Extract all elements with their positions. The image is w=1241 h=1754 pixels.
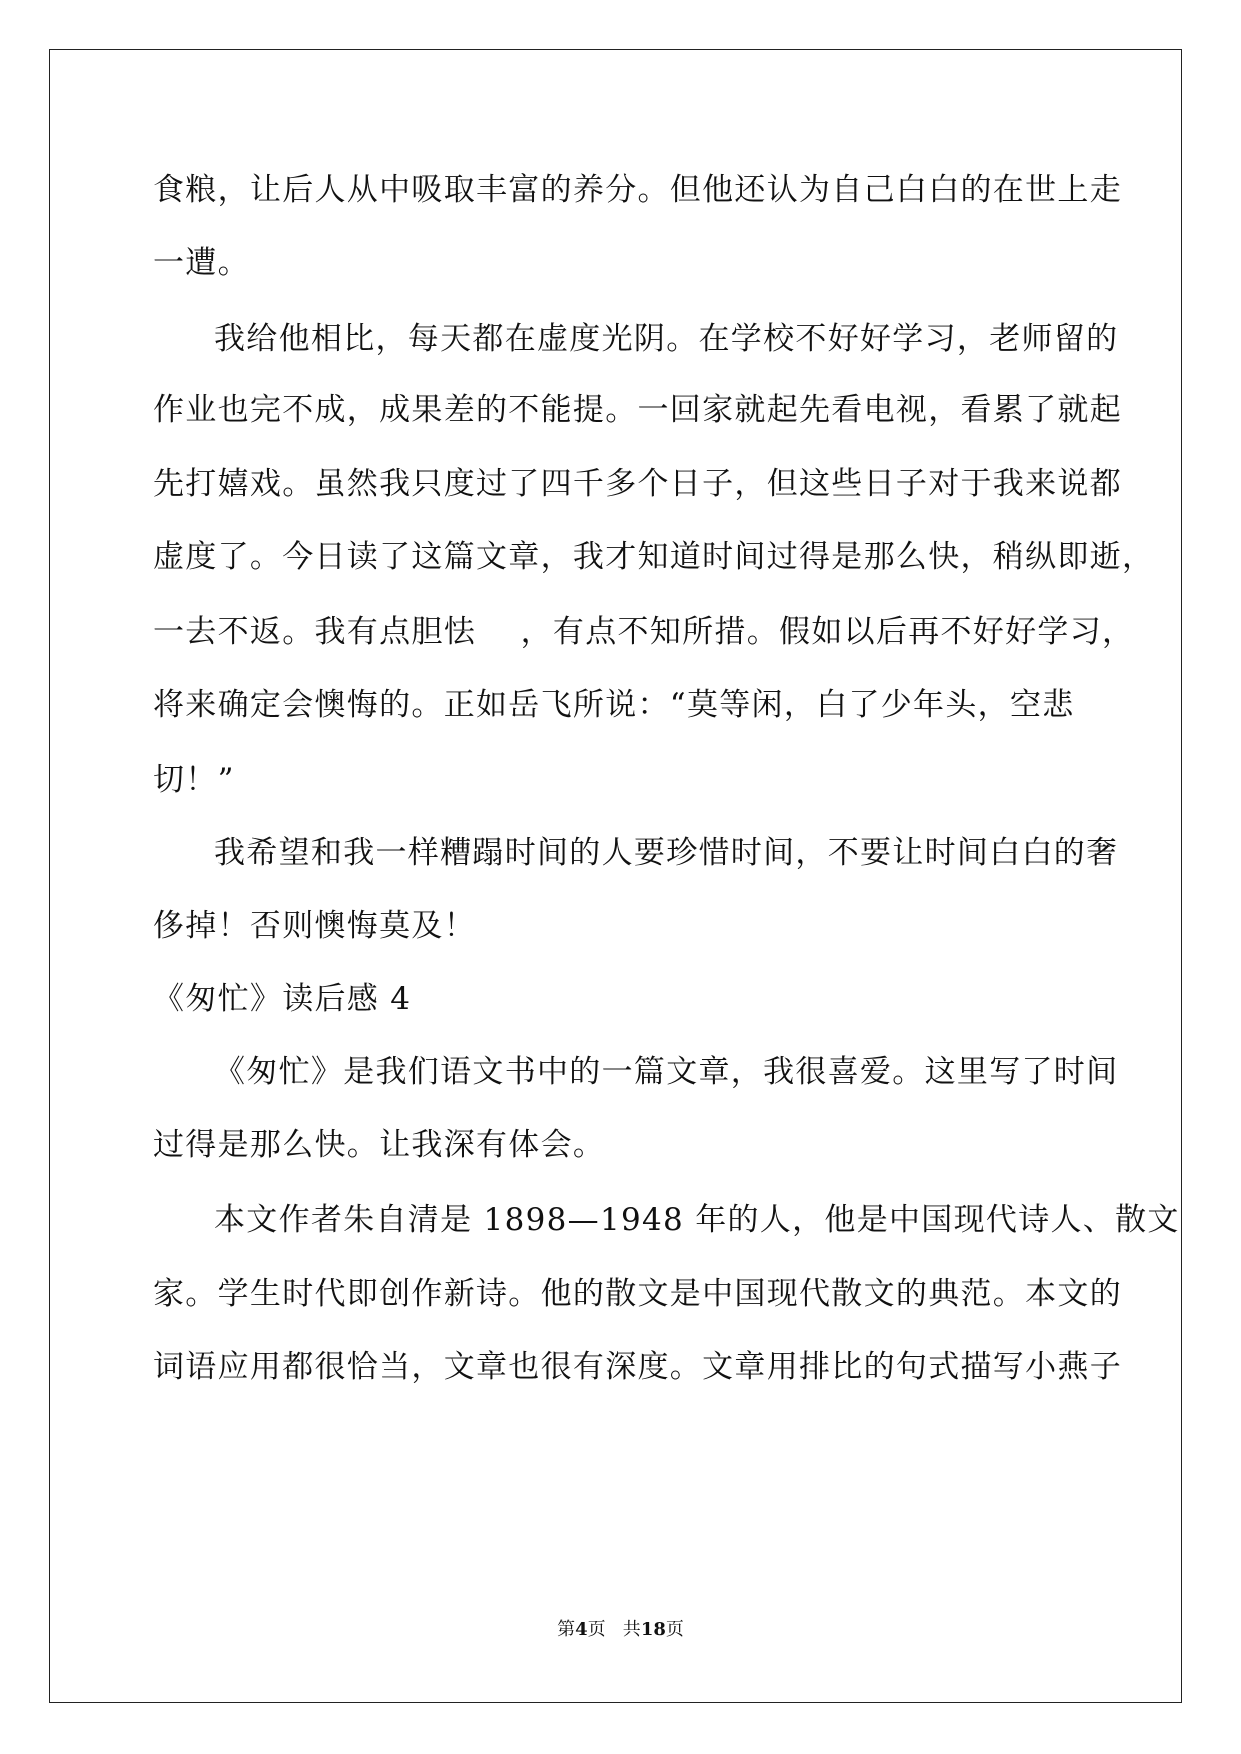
text-line: 一遭。	[153, 245, 250, 281]
page-footer	[0, 1618, 1241, 1642]
text-line: 一去不返。我有点胆怯 ，有点不知所措。假如以后再不好好学习，	[153, 614, 1135, 650]
text-line: 虚度了。今日读了这篇文章，我才知道时间过得是那么快，稍纵即逝，	[153, 539, 1155, 575]
text-line: 侈掉！否则懊悔莫及！	[153, 908, 476, 944]
footer-prefix: 第	[557, 1619, 576, 1640]
page-border	[49, 49, 1182, 1703]
text-line: 食粮，让后人从中吸取丰富的养分。但他还认为自己白白的在世上走	[153, 172, 1122, 208]
footer-page-number: 4	[575, 1619, 588, 1640]
text-line: 《匆忙》是我们语文书中的一篇文章，我很喜爱。这里写了时间	[214, 1054, 1119, 1090]
text-line: 先打嬉戏。虽然我只度过了四千多个日子，但这些日子对于我来说都	[153, 466, 1122, 502]
text-line: 将来确定会懊悔的。正如岳飞所说：“莫等闲，白了少年头，空悲	[153, 687, 1075, 723]
text-line: 我给他相比，每天都在虚度光阴。在学校不好好学习，老师留的	[214, 321, 1119, 357]
text-line: 我希望和我一样糟蹋时间的人要珍惜时间，不要让时间白白的奢	[214, 835, 1119, 871]
text-line: 作业也完不成，成果差的不能提。一回家就起先看电视，看累了就起	[153, 392, 1122, 428]
text-line: 过得是那么快。让我深有体会。	[153, 1127, 606, 1163]
text-line: 家。学生时代即创作新诗。他的散文是中国现代散文的典范。本文的	[153, 1276, 1122, 1312]
footer-total-pages: 18	[640, 1619, 666, 1640]
footer-suffix: 页	[665, 1619, 684, 1640]
section-heading: 《匆忙》读后感 4	[153, 981, 412, 1017]
text-line: 词语应用都很恰当，文章也很有深度。文章用排比的句式描写小燕子	[153, 1349, 1122, 1385]
text-line: 本文作者朱自清是 1898—1948 年的人，他是中国现代诗人、散文	[214, 1202, 1180, 1238]
text-line: 切！”	[153, 762, 235, 798]
footer-middle: 页 共	[587, 1619, 641, 1640]
